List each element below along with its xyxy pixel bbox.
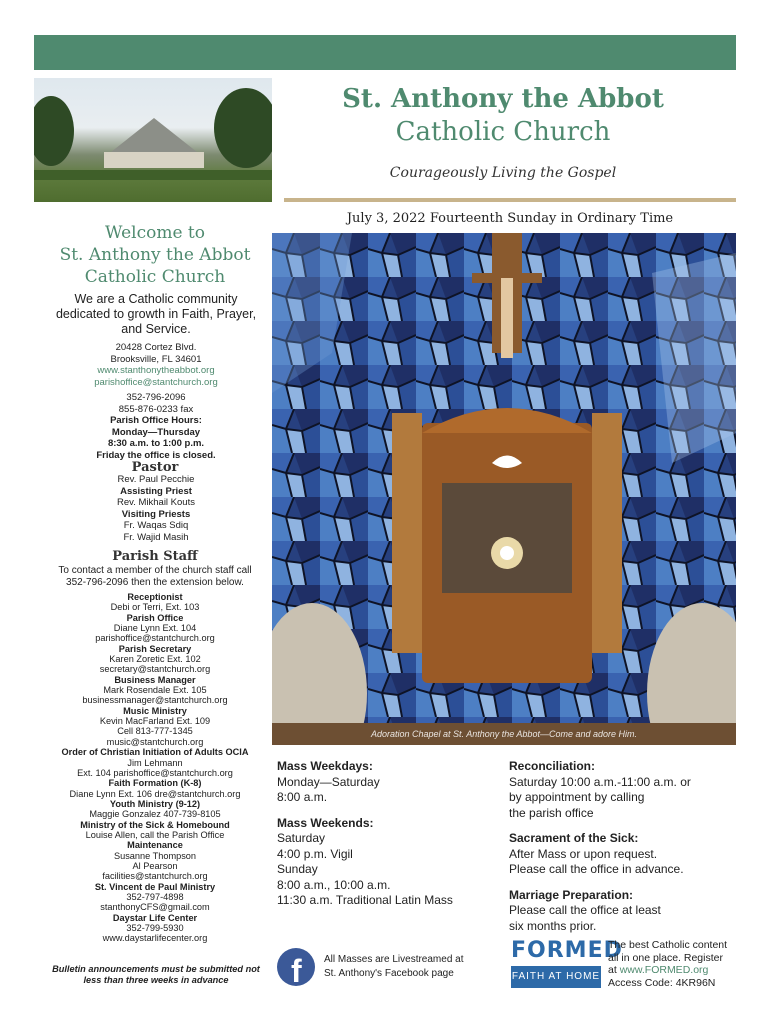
- latin-mass-time: 11:30 a.m. Traditional Latin Mass: [277, 893, 453, 907]
- formed-line1: The best Catholic content: [608, 939, 728, 951]
- staff-detail: Cell 813-777-1345: [117, 726, 193, 737]
- formed-line3-prefix: at: [608, 964, 620, 976]
- staff-role: Faith Formation (K-8): [108, 778, 202, 789]
- weekends-heading: Mass Weekends:: [277, 815, 374, 830]
- staff-role: Maintenance: [127, 840, 183, 851]
- visiting-priest-2: Fr. Wajid Masih: [123, 531, 189, 543]
- staff-role: Business Manager: [114, 674, 196, 685]
- sick-heading: Sacrament of the Sick:: [509, 831, 639, 845]
- staff-detail: music@stantchurch.org: [106, 736, 204, 747]
- staff-intro: To contact a member of the church staff call 352-796-2096 then the extension below.: [58, 565, 252, 588]
- staff-detail: Maggie Gonzalez 407-739-8105: [89, 809, 221, 820]
- welcome-line1: Welcome to: [105, 223, 205, 243]
- saturday-time: 4:00 p.m. Vigil: [277, 846, 353, 861]
- bulletin-note: Bulletin announcements must be submitted not less than three weeks in advance: [52, 964, 260, 985]
- livestream-line1: All Masses are Livestreamed at: [324, 954, 464, 965]
- adoration-chapel-photo: [272, 233, 736, 745]
- staff-role: Parish Secretary: [118, 643, 192, 654]
- office-closed-note: Friday the office is closed.: [96, 449, 216, 461]
- marriage-line2: six months prior.: [509, 918, 597, 933]
- staff-detail: facilities@stantchurch.org: [102, 871, 208, 882]
- formed-access-code: Access Code: 4KR96N: [608, 976, 716, 989]
- staff-detail: Karen Zoretic Ext. 102: [109, 654, 201, 665]
- church-exterior-photo: [34, 78, 272, 202]
- formed-line3: [608, 964, 736, 977]
- staff-detail: Diane Lynn Ext. 106 dre@stantchurch.org: [69, 788, 241, 799]
- street-address: 20428 Cortez Blvd.: [115, 342, 197, 353]
- city-address: Brooksville, FL 34601: [110, 353, 202, 365]
- staff-detail: Kevin MacFarland Ext. 109: [99, 716, 211, 727]
- office-fax: 855-876-0233 fax: [118, 403, 194, 415]
- staff-detail: businessmanager@stantchurch.org: [82, 695, 228, 706]
- photo-caption: Adoration Chapel at St. Anthony the Abbot—Come and adore Him.: [371, 729, 637, 739]
- staff-detail: Susanne Thompson: [113, 850, 197, 861]
- formed-logo-word: FORMED: [511, 938, 623, 963]
- staff-role: Daystar Life Center: [112, 912, 198, 923]
- weekdays-heading: Mass Weekdays:: [277, 759, 373, 773]
- mission-statement: We are a Catholic community dedicated to growth in Faith, Prayer, and Service.: [55, 292, 257, 336]
- staff-detail: secretary@stantchurch.org: [99, 664, 211, 675]
- staff-detail: 352-797-4898: [126, 891, 184, 902]
- staff-role: Ministry of the Sick & Homebound: [80, 819, 230, 830]
- staff-detail: www.daystarlifecenter.org: [102, 933, 208, 944]
- header-color-band: [34, 35, 736, 70]
- pastor-heading: Pastor: [131, 460, 179, 475]
- parish-staff-heading: Parish Staff: [112, 549, 198, 564]
- staff-detail: Ext. 104 parishoffice@stantchurch.org: [77, 767, 233, 778]
- livestream-note: [324, 953, 484, 981]
- liturgical-date: July 3, 2022 Fourteenth Sunday in Ordinary Time: [346, 211, 674, 226]
- tagline: Courageously Living the Gospel: [389, 165, 617, 181]
- sunday-label: Sunday: [277, 862, 318, 876]
- staff-role: Music Ministry: [123, 705, 187, 716]
- reconciliation-line1: Saturday 10:00 a.m.-11:00 a.m. or: [509, 774, 691, 789]
- office-contact: [60, 392, 252, 461]
- clergy-list: [60, 474, 252, 543]
- welcome-line3: Catholic Church: [84, 267, 226, 287]
- facebook-icon[interactable]: f: [277, 948, 315, 986]
- email-link[interactable]: parishoffice@stantchurch.org: [94, 376, 218, 388]
- visiting-priests-label: Visiting Priests: [121, 508, 191, 520]
- staff-role: Order of Christian Initiation of Adults OCIA: [61, 747, 249, 758]
- mass-times: [277, 759, 487, 909]
- office-times: 8:30 a.m. to 1:00 p.m.: [107, 438, 205, 449]
- staff-detail: Al Pearson: [132, 860, 178, 871]
- formed-promo: [608, 939, 736, 989]
- sacraments-info: [509, 759, 729, 934]
- pastor-name: Rev. Paul Pecchie: [117, 474, 195, 485]
- marriage-heading: Marriage Preparation:: [509, 887, 634, 902]
- staff-list: [48, 592, 262, 944]
- staff-detail: Louise Allen, call the Parish Office: [85, 829, 225, 840]
- staff-role: Youth Ministry (9-12): [109, 798, 201, 809]
- office-days: Monday—Thursday: [111, 426, 201, 438]
- assisting-priest-label: Assisting Priest: [120, 485, 192, 497]
- livestream-line2: St. Anthony's Facebook page: [324, 968, 454, 979]
- website-link[interactable]: www.stanthonytheabbot.org: [97, 365, 215, 376]
- staff-detail: Debi or Terri, Ext. 103: [110, 602, 200, 613]
- church-title-line2: Catholic Church: [395, 117, 611, 147]
- office-hours-label: Parish Office Hours:: [110, 415, 202, 426]
- reconciliation-line2: by appointment by calling: [509, 790, 645, 804]
- saturday-label: Saturday: [277, 831, 326, 845]
- staff-role: Receptionist: [127, 592, 183, 602]
- staff-detail: stanthonyCFS@gmail.com: [100, 902, 210, 913]
- staff-role: St. Vincent de Paul Ministry: [94, 881, 216, 892]
- assisting-priest-name: Rev. Mikhail Kouts: [117, 497, 195, 508]
- formed-logo-sub: FAITH AT HOME: [511, 966, 601, 988]
- formed-url-link[interactable]: www.FORMED.org: [619, 964, 709, 976]
- welcome-line2: St. Anthony the Abbot: [59, 245, 251, 265]
- formed-line2: all in one place. Register: [608, 951, 723, 964]
- reconciliation-heading: Reconciliation:: [509, 759, 596, 773]
- address-block: [60, 342, 252, 388]
- reconciliation-line3: the parish office: [509, 805, 594, 820]
- visiting-priest-1: Fr. Waqas Sdiq: [123, 520, 189, 531]
- staff-detail: parishoffice@stantchurch.org: [95, 633, 215, 644]
- office-phone: 352-796-2096: [126, 392, 186, 403]
- staff-detail: 352-799-5930: [126, 923, 184, 933]
- staff-role: Parish Office: [126, 612, 184, 623]
- sick-line1: After Mass or upon request.: [509, 846, 658, 861]
- sick-line2: Please call the office in advance.: [509, 862, 684, 876]
- weekdays-days: Monday—Saturday: [277, 774, 380, 789]
- header-divider: [284, 198, 736, 202]
- sunday-times: 8:00 a.m., 10:00 a.m.: [277, 877, 391, 892]
- stained-glass-illustration: [272, 233, 736, 745]
- marriage-line1: Please call the office at least: [509, 903, 661, 917]
- church-title-line1: St. Anthony the Abbot: [342, 84, 664, 114]
- welcome-heading: [48, 222, 262, 288]
- staff-detail: Diane Lynn Ext. 104: [113, 623, 197, 634]
- weekdays-time: 8:00 a.m.: [277, 790, 328, 804]
- staff-detail: Mark Rosendale Ext. 105: [103, 685, 207, 696]
- formed-logo[interactable]: [511, 938, 623, 990]
- staff-detail: Jim Lehmann: [127, 757, 183, 768]
